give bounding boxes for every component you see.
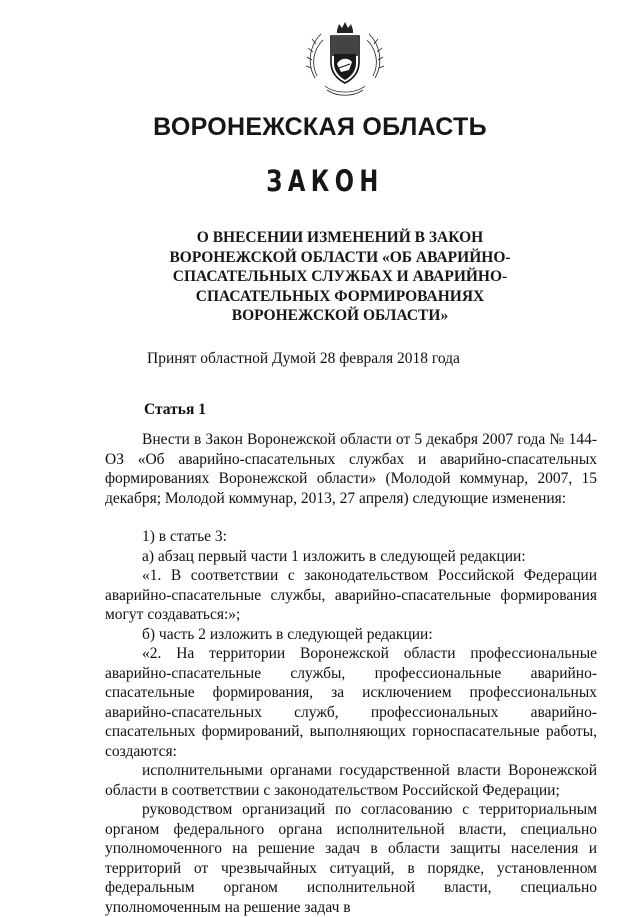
paragraph: б) часть 2 изложить в следующей редакции:: [142, 625, 433, 643]
region-name: ВОРОНЕЖСКАЯ ОБЛАСТЬ: [153, 113, 487, 141]
voronezh-coat-of-arms-emblem: [303, 20, 387, 102]
article-heading: Статья 1: [144, 401, 206, 418]
law-title: О ВНЕСЕНИИ ИЗМЕНЕНИЙ В ЗАКОН ВОРОНЕЖСКОЙ ОБЛАСТИ «ОБ АВАРИЙНО-СПАСАТЕЛЬНЫХ СЛУЖБАХ И АВАРИЙНО-СПАСАТЕЛЬНЫХ ФОРМИРОВАНИЯХ ВОРОНЕЖСКОЙ ОБЛАСТИ»: [169, 229, 511, 324]
paragraph: Внести в Закон Воронежской области от 5 декабря 2007 года № 144-ОЗ «Об аварийно-спасательных службах и аварийно-спасательных формированиях Воронежской области» (Молодой коммунар, 2007, 15 декабря; Молодой коммунар, 2013, 27 апреля) следующие изменения:: [105, 431, 597, 507]
paragraph: а) абзац первый части 1 изложить в следующей редакции:: [142, 547, 526, 565]
article-body: [105, 430, 597, 917]
paragraph: руководством организаций по согласованию с территориальным органом федерального органа исполнительной власти, специально уполномоченного на решение задач в области защиты населения и территорий от чрезвычайных ситуаций, в порядке, установленном федеральным органом исполнительной власти, специально уполномоченным на решение задач в: [105, 801, 597, 916]
paragraph: исполнительными органами государственной власти Воронежской области в соответствии с законодательством Российской Федерации;: [105, 762, 597, 799]
paragraph: «1. В соответствии с законодательством Российской Федерации аварийно-спасательные службы, аварийно-спасательные формирования могут создаваться:»;: [105, 567, 597, 623]
adoption-date: Принят областной Думой 28 февраля 2018 года: [147, 350, 460, 367]
document-type: ЗАКОН: [266, 164, 384, 198]
paragraph: «2. На территории Воронежской области профессиональные аварийно-спасательные службы, профессиональные аварийно-спасательные формирования, за исключением профессиональных аварийно-спасательных служб, профессиональных аварийно-спасательных формирований, выполняющих горноспасательные работы, создаются:: [105, 645, 597, 760]
paragraph: 1) в статье 3:: [142, 528, 227, 545]
